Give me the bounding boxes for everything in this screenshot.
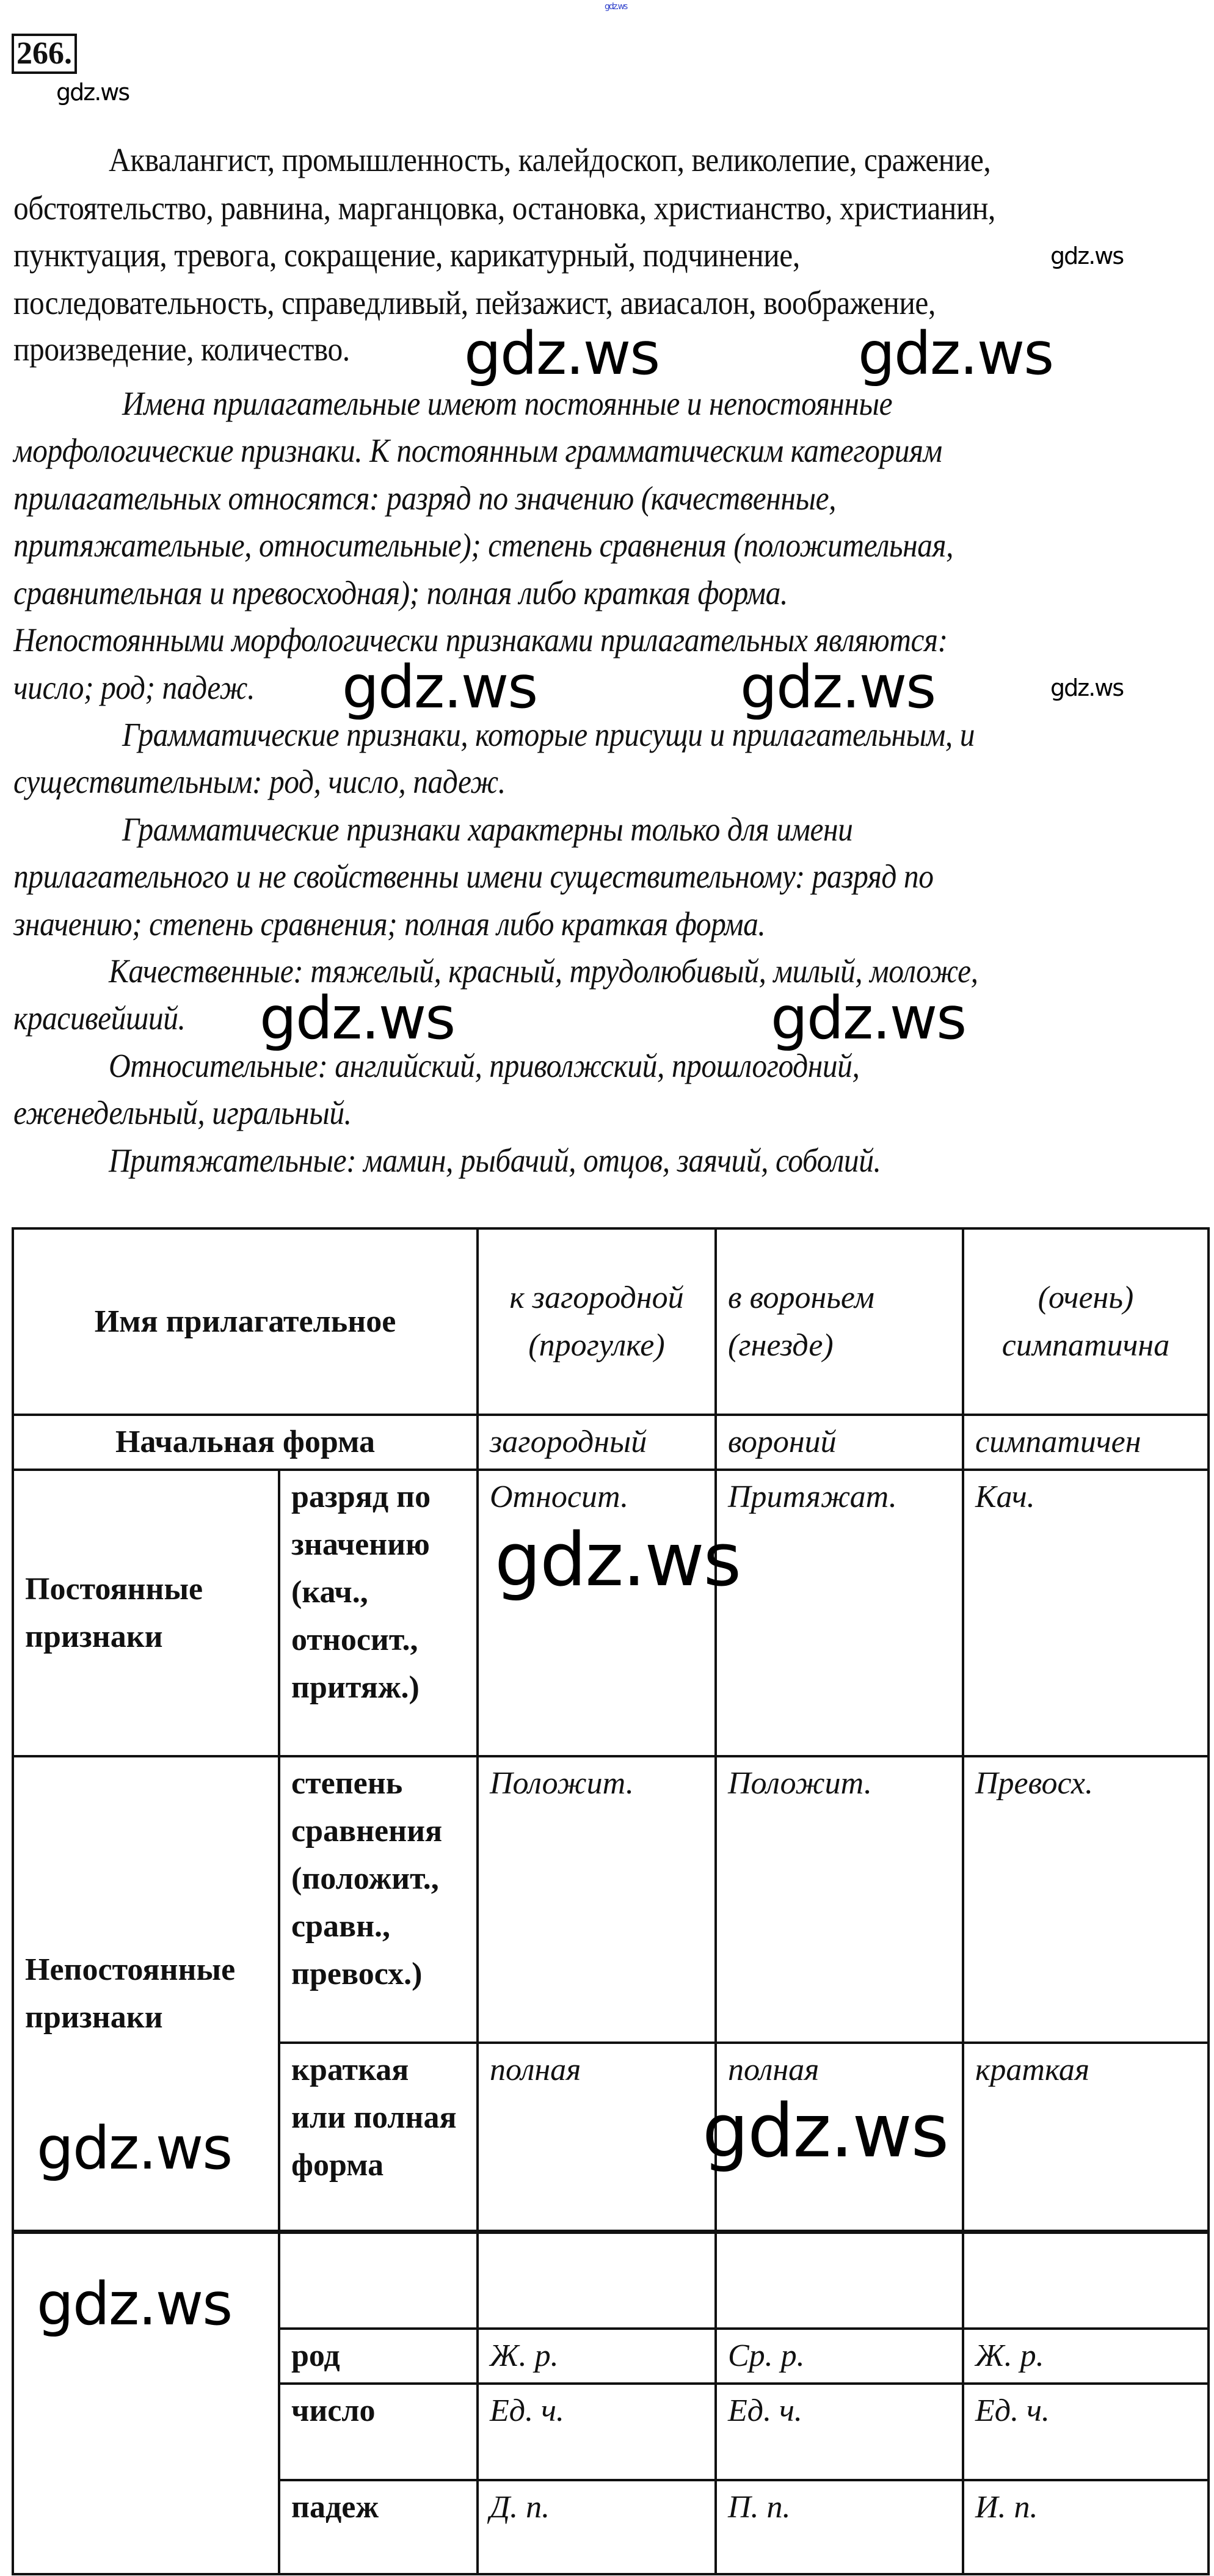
table-cell: краткая [963,2043,1209,2231]
table-cell: Ж. р. [963,2329,1209,2384]
table-cell: Ед. ч. [963,2384,1209,2480]
watermark: gdz.ws [260,984,455,1053]
table-cell: Положит. [716,1756,963,2043]
table-cell: Д. п. [478,2480,716,2574]
watermark: gdz.ws [740,653,936,721]
exercise-number: 266. [12,34,77,74]
case-label: падеж [279,2480,478,2574]
text-line: прилагательного и не свойственны имени существительному: разряд по [13,858,934,895]
column-header-line: симпатична [1001,1327,1170,1363]
text-line: Относительные: английский, приволжский, прошлогодний, [109,1047,860,1084]
watermark: gdz.ws [464,319,660,388]
table-cell: Положит. [478,1756,716,2043]
text-line: красивейший. [13,999,186,1037]
watermark: gdz.ws [1050,243,1124,269]
text-line: морфологические признаки. К постоянным грамматическим категориям [13,432,942,469]
text-line: число; род; падеж. [13,669,255,706]
watermark: gdz.ws [37,2114,232,2183]
watermark: gdz.ws [495,1518,741,1603]
text-line: обстоятельство, равнина, марганцовка, остановка, христианство, христианин, [13,189,995,227]
empty-cell [478,2233,716,2329]
text-line: Притяжательные: мамин, рыбачий, отцов, заячий, соболий. [109,1142,881,1179]
form-label: краткая или полная форма [279,2043,478,2231]
column-header-line: (прогулке) [528,1327,665,1363]
column-header [478,1228,716,1415]
table-cell: вороний [716,1415,963,1470]
text-line: существительным: род, число, падеж. [13,763,506,800]
text-line: Грамматические признаки характерны только для имени [122,811,853,848]
table-cell: загородный [478,1415,716,1470]
watermark: gdz.ws [56,79,129,106]
table-cell: Относит. [478,1470,716,1756]
category-label: разряд по значению (кач., относит., притяж.) [279,1470,478,1756]
table-cell: Кач. [963,1470,1209,1756]
table-cell: Ж. р. [478,2329,716,2384]
empty-cell [279,2233,478,2329]
adjective-table [12,1227,1210,2232]
text-line: произведение, количество. [13,330,350,368]
watermark: gdz.ws [37,2270,232,2338]
text-line: последовательность, справедливый, пейзажист, авиасалон, воображение, [13,284,936,321]
column-header-line: к загородной [509,1280,684,1315]
text-line: еженедельный, игральный. [13,1094,352,1131]
table-cell: полная [716,2043,963,2231]
table-cell: П. п. [716,2480,963,2574]
variable-features-label: Непостоянные признаки [13,1756,279,2231]
table-cell: Притяжат. [716,1470,963,1756]
table-cell: И. п. [963,2480,1209,2574]
column-header [963,1228,1209,1415]
degree-label: степень сравнения (положит., сравн., превосх.) [279,1756,478,2043]
column-header-line: (гнезде) [728,1327,834,1363]
text-line: Качественные: тяжелый, красный, трудолюбивый, милый, моложе, [109,952,978,990]
text-line: значению; степень сравнения; полная либо краткая форма. [13,905,766,943]
column-header-line: (очень) [1038,1280,1134,1315]
text-line: Имена прилагательные имеют постоянные и непостоянные [122,385,893,422]
column-header [716,1228,963,1415]
table-cell: симпатичен [963,1415,1209,1470]
column-header-line: в вороньем [728,1280,874,1315]
header-label: Имя прилагательное [13,1228,478,1415]
number-label: число [279,2384,478,2480]
constant-features-label: Постоянные признаки [13,1470,279,1756]
text-line: притяжательные, относительные); степень сравнения (положительная, [13,527,953,564]
text-line: пунктуация, тревога, сокращение, карикатурный, подчинение, [13,236,800,274]
watermark: gdz.ws [702,2089,948,2174]
text-line: Непостоянными морфологически признаками прилагательных являются: [13,621,948,659]
empty-cell [716,2233,963,2329]
watermark: gdz.ws [342,653,537,721]
table-cell: Ср. р. [716,2329,963,2384]
table-cell: Ед. ч. [716,2384,963,2480]
table-cell: Ед. ч. [478,2384,716,2480]
watermark: gdz.ws [1050,674,1124,701]
table-cell: Превосх. [963,1756,1209,2043]
watermark: gdz.ws [771,984,966,1053]
initial-form-label: Начальная форма [13,1415,478,1470]
table-cell: полная [478,2043,716,2231]
empty-cell [963,2233,1209,2329]
watermark: gdz.ws [605,2,627,12]
text-line: Аквалангист, промышленность, калейдоскоп, великолепие, сражение, [109,141,991,178]
watermark: gdz.ws [858,319,1053,388]
text-line: Грамматические признаки, которые присущи и прилагательным, и [122,716,975,753]
text-line: прилагательных относятся: разряд по значению (качественные, [13,480,837,517]
text-line: сравнительная и превосходная); полная либо краткая форма. [13,574,788,611]
gender-label: род [279,2329,478,2384]
